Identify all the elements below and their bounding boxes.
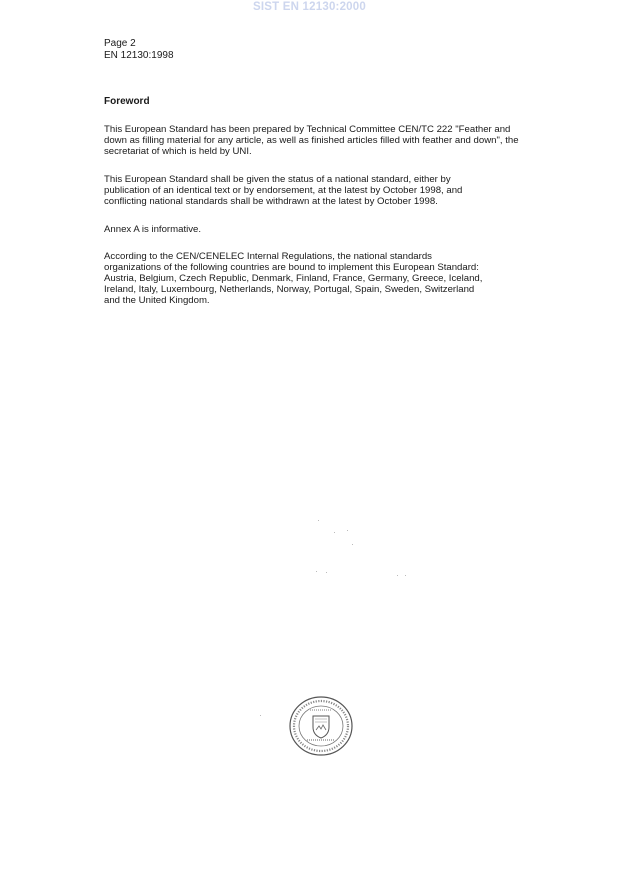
text-line: Ireland, Italy, Luxembourg, Netherlands, Norway, Portugal, Spain, Sweden, Switzerland [104,284,475,295]
page-number: Page 2 [104,38,136,49]
text-line: Annex A is informative. [104,224,202,235]
text-line: publication of an identical text or by endorsement, at the latest by October 1998, and [104,185,463,196]
paragraph-annex [104,224,534,235]
scan-speck [260,715,261,716]
text-line: This European Standard has been prepared by Technical Committee CEN/TC 222 "Feather and [104,124,511,135]
text-line: organizations of the following countries are bound to implement this European Standard: [104,262,479,273]
scan-speck [397,575,398,576]
text-line: This European Standard shall be given the status of a national standard, either by [104,174,451,185]
scan-speck [352,544,353,545]
paragraph-committee [104,124,534,157]
scan-speck [347,530,348,531]
page-header [104,38,174,62]
text-line: and the United Kingdom. [104,295,210,306]
official-stamp-icon [288,695,354,757]
scan-speck [318,520,319,521]
text-line: down as filling material for any article, as well as finished articles filled with feather and down", the [104,135,519,146]
text-line: Austria, Belgium, Czech Republic, Denmark, Finland, France, Germany, Greece, Iceland, [104,273,483,284]
text-line: According to the CEN/CENELEC Internal Regulations, the national standards [104,251,432,262]
scan-speck [326,572,327,573]
scan-speck [405,575,406,576]
document-id: EN 12130:1998 [104,50,174,61]
scan-speck [334,532,335,533]
section-heading: Foreword [104,96,150,107]
paragraph-countries [104,251,534,306]
text-line: secretariat of which is held by UNI. [104,146,252,157]
text-line: conflicting national standards shall be withdrawn at the latest by October 1998. [104,196,438,207]
scan-speck [316,571,317,572]
watermark: SIST EN 12130:2000 [253,1,366,13]
paragraph-status [104,174,534,207]
